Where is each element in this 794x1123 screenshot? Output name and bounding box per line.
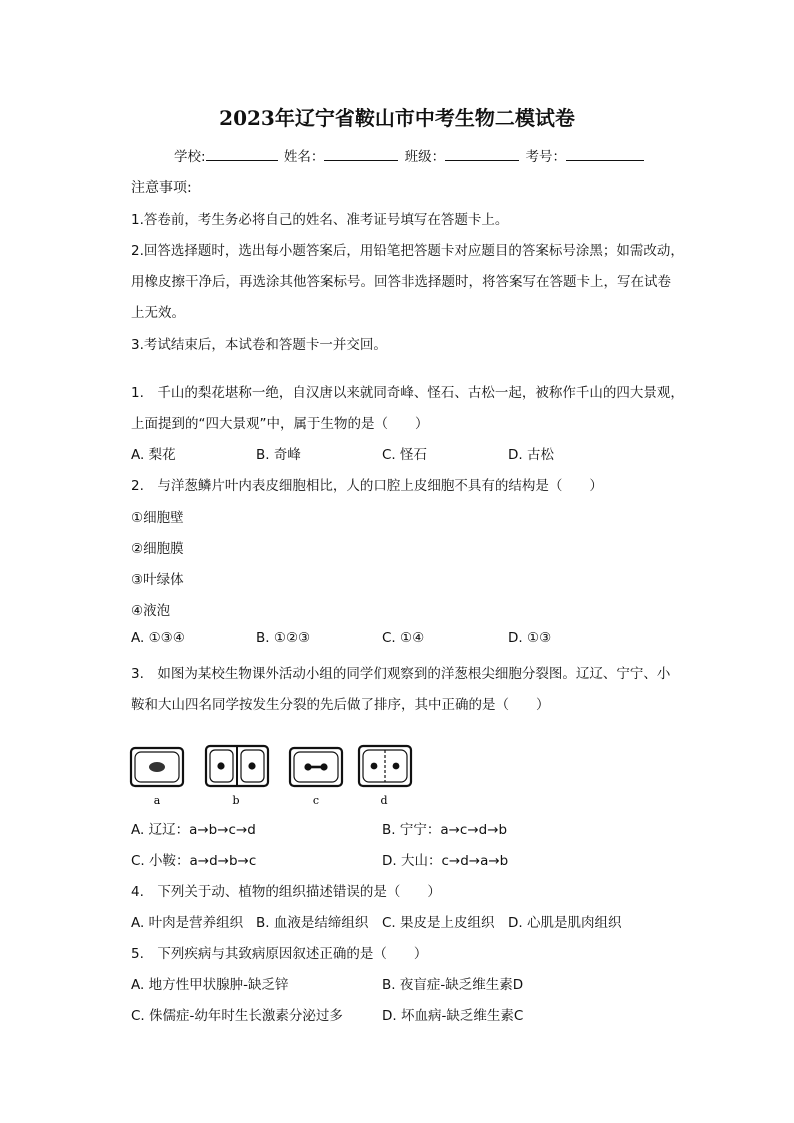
q1-option-a[interactable]: A. 梨花 [131,447,176,463]
q4-option-a[interactable]: A. 叶肉是营养组织 [131,915,244,931]
q1-option-c[interactable]: C. 怪石 [382,447,428,463]
q2-option-a[interactable]: A. ①③④ [131,630,185,646]
student-info-row [174,145,646,165]
q2-stem: 2. 与洋葱鳞片叶内表皮细胞相比，人的口腔上皮细胞不具有的结构是（ ） [131,478,603,494]
q4-option-b[interactable]: B. 血液是结缔组织 [256,915,369,931]
class-blank[interactable] [445,146,519,161]
q4-option-d[interactable]: D. 心肌是肌肉组织 [508,915,622,931]
q4-option-c[interactable]: C. 果皮是上皮组织 [382,915,495,931]
notice-item-3: 3.考试结束后，本试卷和答题卡一并交回。 [131,337,387,353]
cell-a [131,748,183,786]
cell-d [359,746,411,786]
q4-stem: 4. 下列关于动、植物的组织描述错误的是（ ） [131,884,441,900]
q2-item-1: ①细胞壁 [131,510,184,526]
notice-item-1: 1.答卷前，考生务必将自己的姓名、准考证号填写在答题卡上。 [131,212,509,228]
label-c: c [312,794,320,807]
q1-option-b[interactable]: B. 奇峰 [256,447,301,463]
label-a: a [153,794,161,807]
cell-b [206,746,268,786]
notice-item-2-cont: 用橡皮擦干净后，再选涂其他答案标号。回答非选择题时，将答案写在答题卡上，写在试卷 [131,274,671,290]
q3-option-a[interactable]: A. 辽辽：a→b→c→d [131,822,256,838]
q5-option-d[interactable]: D. 坏血病-缺乏维生素C [382,1008,524,1024]
exam-number-blank[interactable] [566,146,644,161]
q5-option-b[interactable]: B. 夜盲症-缺乏维生素D [382,977,524,993]
q2-option-c[interactable]: C. ①④ [382,630,425,646]
q3-option-c[interactable]: C. 小鞍：a→d→b→c [131,853,257,869]
q1-stem-cont: 上面提到的“四大景观”中，属于生物的是（ ） [131,416,429,432]
name-label: 姓名： [283,149,325,165]
notice-item-2: 2.回答选择题时，选出每小题答案后，用铅笔把答题卡对应题目的答案标号涂黑；如需改动， [131,243,684,259]
q2-option-b[interactable]: B. ①②③ [256,630,311,646]
q5-option-a[interactable]: A. 地方性甲状腺肿-缺乏锌 [131,977,289,993]
school-label: 学校: [174,149,206,165]
label-b: b [232,794,240,807]
exam-title: 2023年辽宁省鞍山市中考生物二模试卷 [219,106,575,130]
school-blank[interactable] [206,146,278,161]
q2-item-3: ③叶绿体 [131,572,184,588]
q3-stem: 3. 如图为某校生物课外活动小组的同学们观察到的洋葱根尖细胞分裂图。辽辽、宁宁、小 [131,666,671,682]
q5-option-c[interactable]: C. 侏儒症-幼年时生长激素分泌过多 [131,1008,343,1024]
q3-option-b[interactable]: B. 宁宁：a→c→d→b [382,822,508,838]
cell-c [290,748,342,786]
nucleus-a [149,762,165,772]
notice-item-2-end: 上无效。 [131,305,185,321]
q3-stem-cont: 鞍和大山四名同学按发生分裂的先后做了排序，其中正确的是（ ） [131,697,550,713]
q1-stem: 1. 千山的梨花堪称一绝，自汉唐以来就同奇峰、怪石、古松一起，被称作千山的四大景观， [131,385,684,401]
exam-number-label: 考号： [525,149,566,165]
notice-heading: 注意事项: [131,180,192,196]
label-d: d [380,794,388,807]
q5-stem: 5. 下列疾病与其致病原因叙述正确的是（ ） [131,946,428,962]
q3-option-d[interactable]: D. 大山：c→d→a→b [382,853,509,869]
q1-option-d[interactable]: D. 古松 [508,447,554,463]
name-blank[interactable] [324,146,398,161]
q2-item-2: ②细胞膜 [131,541,184,557]
class-label: 班级： [404,149,446,165]
q2-option-d[interactable]: D. ①③ [508,630,552,646]
q2-item-4: ④液泡 [131,603,171,619]
cell-division-figure [128,744,428,810]
